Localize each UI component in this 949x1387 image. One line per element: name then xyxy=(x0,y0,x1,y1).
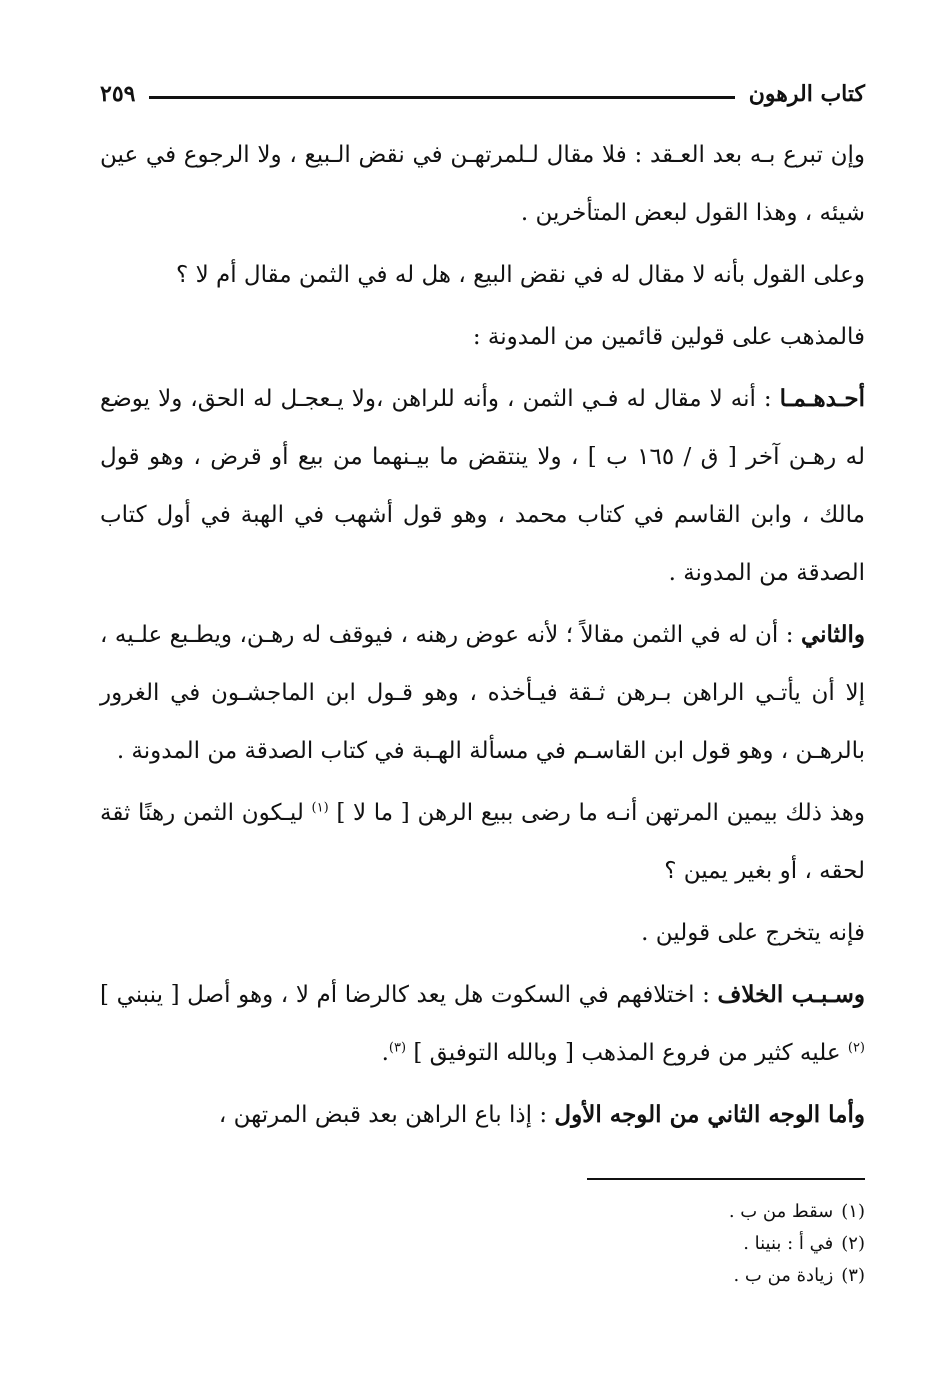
footnote-2 xyxy=(100,1228,865,1260)
footnote-1 xyxy=(100,1196,865,1228)
paragraph-5 xyxy=(100,606,865,780)
book-title: كتاب الرهون xyxy=(748,81,865,107)
paragraph-9-text: : إذا باع الراهن بعد قبض المرتهن ، xyxy=(218,1102,555,1128)
footnote-ref-3: (٣) xyxy=(388,1040,407,1056)
paragraph-5-text: : أن له في الثمن مقالاً ؛ لأنه عوض رهنه ، فيوقف له رهـن، ويطـبع علـيه ، إلا أن يأتـي الراهن بـرهن ثـقة فيـأخذه ، وهو قـول ابن الماجشـون في الغرور بالرهـن ، وهو قول ابن القاسـم في مسألة الهـبة في كتاب الصدقة من المدونة . xyxy=(100,622,865,764)
footnote-2-number: (٢) xyxy=(841,1233,865,1254)
paragraph-4-lead: أحـدهـمـا xyxy=(779,385,865,412)
footnote-1-number: (١) xyxy=(841,1201,865,1222)
paragraph-7: فإنه يتخرج على قولين . xyxy=(641,920,865,946)
paragraph-3: فالمذهب على قولين قائمين من المدونة : xyxy=(472,324,865,350)
paragraph-6-text-b: ليـكون الثمن رهنًا ثقة لحقه ، أو بغير يمين ؟ xyxy=(100,800,865,884)
footnotes xyxy=(100,1196,865,1292)
paragraph-8-lead: وسـبـب الخلاف xyxy=(717,981,866,1008)
paragraph-6 xyxy=(100,784,865,900)
footnote-ref-1: (١) xyxy=(311,800,329,816)
body-text xyxy=(100,126,865,1144)
paragraph-9 xyxy=(100,1086,865,1144)
footnote-3-text: زيادة من ب . xyxy=(733,1265,834,1286)
paragraph-8-text-c: . xyxy=(381,1040,389,1066)
footnote-2-text: في أ : بنينا . xyxy=(743,1233,834,1254)
paragraph-1: وإن تبرع بـه بعد العـقد : فلا مقال لـلمرتهـن في نقض الـبيع ، ولا الرجوع في عين شيئه ، وهذا القول لبعض المتأخرين . xyxy=(100,142,865,226)
footnote-3 xyxy=(100,1260,865,1292)
footnote-1-text: سقط من ب . xyxy=(728,1201,834,1222)
footnote-3-number: (٣) xyxy=(841,1265,865,1286)
paragraph-2: وعلى القول بأنه لا مقال له في نقض البيع ، هل له في الثمن مقال أم لا ؟ xyxy=(176,262,865,288)
paragraph-8 xyxy=(100,966,865,1082)
paragraph-5-lead: والثاني xyxy=(800,621,865,648)
footnote-separator xyxy=(587,1178,865,1180)
paragraph-8-text-a: : اختلافهم في السكوت هل يعد كالرضا أم لا ، وهو أصل [ ينبني ] xyxy=(100,982,718,1008)
running-head xyxy=(100,70,865,118)
book-page xyxy=(100,70,865,1350)
paragraph-4-text: : أنه لا مقال له فـي الثمن ، وأنه للراهن ،ولا يـعجـل له الحق، ولا يوضع له رهـن آخر [ ق / ١٦٥ ب ] ، ولا ينتقض ما بيـنهما من بيع أو قرض ، وهو قول مالك ، وابن القاسم في كتاب محمد ، وهو قول أشهب في الهبة في أول كتاب الصدقة من المدونة . xyxy=(100,386,865,586)
header-rule xyxy=(149,96,734,99)
footnote-ref-2: (٢) xyxy=(847,1040,865,1056)
page-number: ٢٥٩ xyxy=(100,81,136,107)
paragraph-9-lead: وأما الوجه الثاني من الوجه الأول xyxy=(554,1101,865,1128)
paragraph-6-text-a: وهذ ذلك بيمين المرتهن أنـه ما رضى ببيع الرهن [ ما لا ] xyxy=(328,800,865,826)
paragraph-8-text-b: عليه كثير من فروع المذهب [ وبالله التوفيق ] xyxy=(406,1040,848,1066)
paragraph-4 xyxy=(100,370,865,602)
